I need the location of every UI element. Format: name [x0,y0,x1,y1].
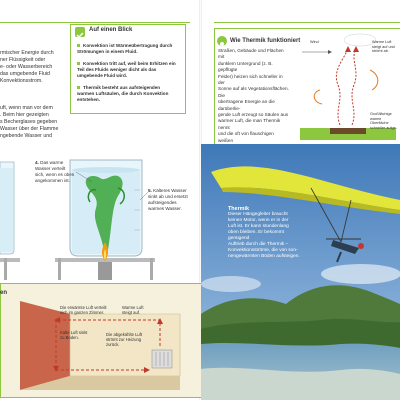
glance-item: Konvektion ist Wärmeübertragung durch Strömungen in einem Fluid. [77,43,173,54]
top-rule-right [214,22,400,23]
top-rule-left [0,22,190,23]
intro-paragraph: rmischer Energie durch ner Flüssigkeit oder e- oder Wasserbereich das umgebende Fluid Konvektionsstrom. [0,50,54,84]
body-paragraph: uft, wenn man vor dem . Beim hier gezeigten s Becherglases gegeben Wasser über der Flamme ngebende Wasser und [0,105,59,139]
room-label-rises: Warme Luft steigt auf. [122,305,144,315]
glance-item: Konvektion tritt auf, weil beim Erhitzen ein Teil des Fluids weniger dicht als das umgebende Fluid wird. [77,61,176,78]
room-label-spreads: Die erwärmte Luft verteilt sich im ganzen Zimmer. [60,305,107,315]
step-4-caption: 4. Das warme Wasser verteilt sich, wenn es oben angekommen ist. [35,160,75,183]
gear-icon [217,36,227,46]
glance-item: Thermik besteht aus aufsteigenden warmen Luftsäulen, die durch Konvektion entstehen. [77,85,169,102]
thermik-caption: Thermik Dieser Hängegleiter braucht keinen Motor, wenn er in der Luft ist. Er kann stundenlang oben bleiben. Er bekommt genügend Auftrieb durch die Thermik – Konvektionsströme, die von son- nengewärmten Böden aufsteigen. [228,206,300,259]
wind-label: Wind [310,40,319,44]
at-a-glance-box [70,24,186,114]
room-box-heading: en [0,290,8,296]
section-title: Wie Thermik funktioniert [230,38,301,44]
thermal-paragraph: Straßen, Gebäude und Flächen mit dunklem Untergrund (z. B. gepflügte Felder) heizen sich schneller in der Sonne auf als Vegetationsflächen. Die übertragene Energie an die darüberlie- gende Luft erzeugt so Säulen aus warmer Luft, die man Thermik nennt und die oft von flauschigen weißen [218,48,289,143]
surface-label: Großflächige warme Oberfläche schneller aufge- [370,112,398,130]
hang-glider-photo [201,144,400,400]
checkmark-icon [75,27,85,37]
step-5-caption: 5. Kälteres Wasser sinkt ab und ersetzt aufsteigendes warmes Wasser. [148,188,188,211]
room-label-sinks: Kalte Luft sinkt zu Boden. [60,330,88,340]
warm-air-label: Warme Luft steigt auf und strömt ab. [372,40,395,54]
room-label-returns: Die abgekühlte Luft strömt zur Heizung zurück. [106,332,143,347]
glance-title: Auf einen Blick [89,27,133,33]
